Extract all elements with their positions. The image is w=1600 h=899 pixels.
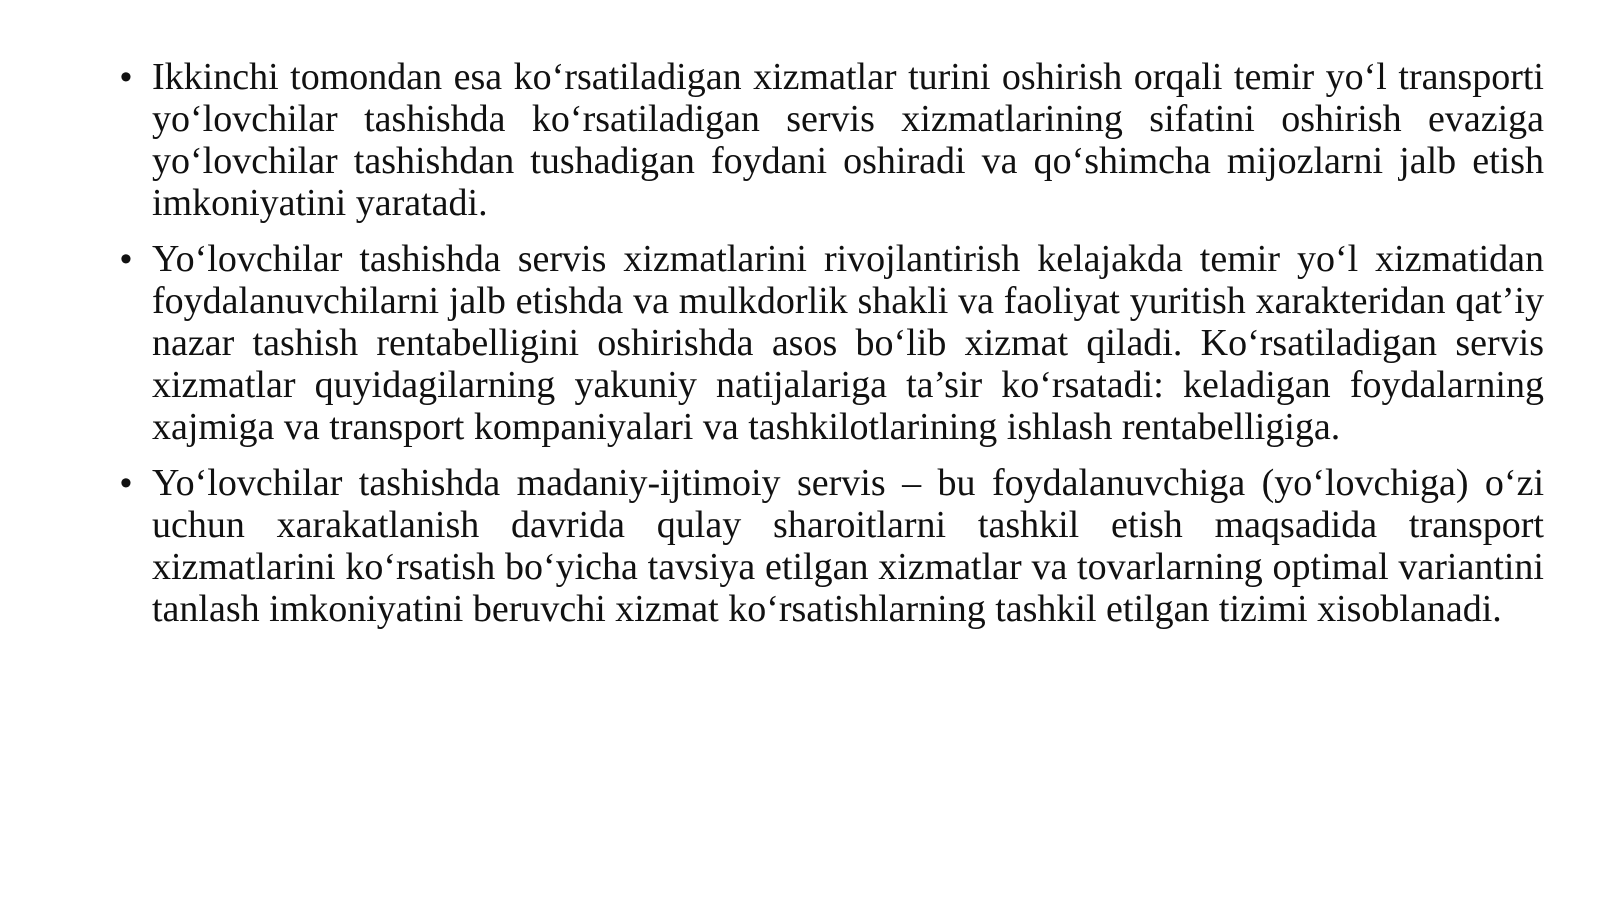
bullet-item-2: [118, 238, 1544, 448]
bullet-item-3: [118, 462, 1544, 630]
bullet-list: [118, 56, 1544, 644]
bullet-dot-icon: •: [120, 464, 132, 502]
bullet-text-3: Yoʻlovchilar tashishda madaniy-ijtimoiy servis – bu foydalanuvchiga (yoʻlovchiga) oʻzi uchun xarakatlanish davrida qulay sharoitlarni tashkil etish maqsadida transport xizmatlarini koʻrsatish boʻyicha tavsiya etilgan xizmatlar va tovarlarning optimal variantini tanlash imkoniyatini beruvchi xizmat koʻrsatishlarning tashkil etilgan tizimi xisoblanadi.: [152, 462, 1544, 630]
bullet-dot-icon: •: [120, 240, 132, 278]
bullet-dot-icon: •: [120, 58, 132, 96]
bullet-item-1: [118, 56, 1544, 224]
bullet-text-1: Ikkinchi tomondan esa koʻrsatiladigan xizmatlar turini oshirish orqali temir yoʻl transporti yoʻlovchilar tashishda koʻrsatiladigan servis xizmatlarining sifatini oshirish evaziga yoʻlovchilar tashishdan tushadigan foydani oshiradi va qoʻshimcha mijozlarni jalb etish imkoniyatini yaratadi.: [152, 56, 1544, 224]
bullet-text-2: Yoʻlovchilar tashishda servis xizmatlarini rivojlantirish kelajakda temir yoʻl xizmatidan foydalanuvchilarni jalb etishda va mulkdorlik shakli va faoliyat yuritish xarakteridan qat’iy nazar tashish rentabelligini oshirishda asos boʻlib xizmat qiladi. Koʻrsatiladigan servis xizmatlar quyidagilarning yakuniy natijalariga ta’sir koʻrsatadi: keladigan foydalarning xajmiga va transport kompaniyalari va tashkilotlarining ishlash rentabelligiga.: [152, 238, 1544, 448]
